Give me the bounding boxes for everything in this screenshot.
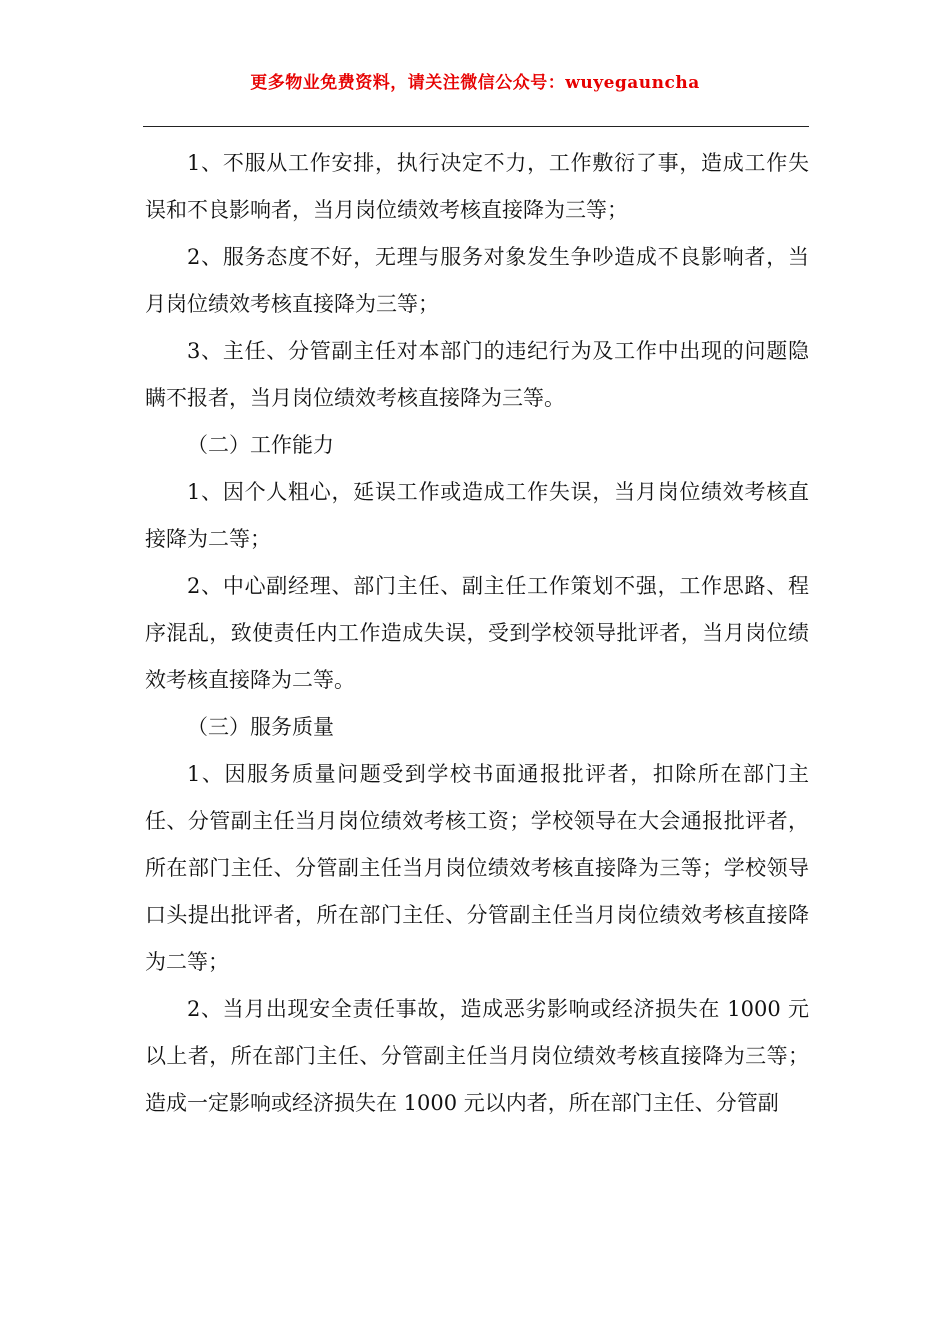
- paragraph-1: 1、不服从工作安排，执行决定不力，工作敷衍了事，造成工作失误和不良影响者，当月岗位绩效考核直接降为三等；: [145, 151, 809, 222]
- paragraph-4: 1、因个人粗心，延误工作或造成工作失误，当月岗位绩效考核直接降为二等；: [145, 480, 809, 551]
- section-heading-service-quality: （三）服务质量: [187, 715, 334, 739]
- page-header-note: 更多物业免费资料，请关注微信公众号：wuyegauncha: [250, 73, 700, 93]
- paragraph-5: 2、中心副经理、部门主任、副主任工作策划不强，工作思路、程序混乱，致使责任内工作造成失误，受到学校领导批评者，当月岗位绩效考核直接降为二等。: [145, 574, 809, 692]
- paragraph-6: 1、因服务质量问题受到学校书面通报批评者，扣除所在部门主任、分管副主任当月岗位绩效考核工资；学校领导在大会通报批评者，所在部门主任、分管副主任当月岗位绩效考核直接降为三等；学校领导口头提出批评者，所在部门主任、分管副主任当月岗位绩效考核直接降为二等；: [145, 762, 809, 974]
- header-divider: [143, 126, 809, 127]
- document-body: [145, 140, 809, 1127]
- section-heading-work-ability: （二）工作能力: [187, 433, 334, 457]
- paragraph-7: 2、当月出现安全责任事故，造成恶劣影响或经济损失在 1000 元以上者，所在部门主任、分管副主任当月岗位绩效考核直接降为三等；造成一定影响或经济损失在 1000 元以内者，所在部门主任、分管副: [145, 997, 809, 1115]
- paragraph-2: 2、服务态度不好，无理与服务对象发生争吵造成不良影响者，当月岗位绩效考核直接降为三等；: [145, 245, 809, 316]
- paragraph-3: 3、主任、分管副主任对本部门的违纪行为及工作中出现的问题隐瞒不报者，当月岗位绩效考核直接降为三等。: [145, 339, 809, 410]
